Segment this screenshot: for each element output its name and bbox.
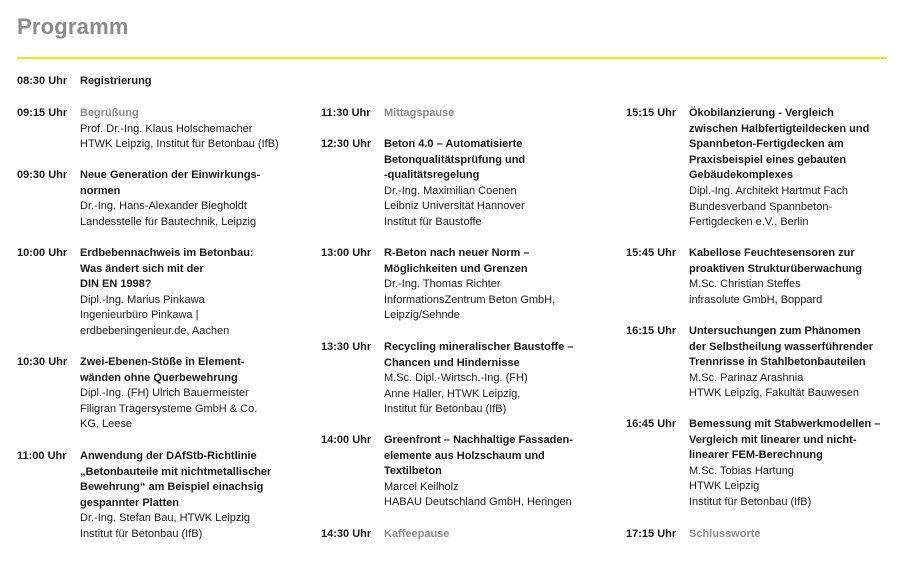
page-title: Programm bbox=[17, 14, 129, 39]
entry-body bbox=[689, 324, 896, 402]
entry-body bbox=[689, 106, 896, 231]
entry-details: M.Sc. Parinaz Arashnia HTWK Leipzig, Fakultät Bauwesen bbox=[689, 371, 859, 400]
entry-time: 16:15 Uhr bbox=[626, 325, 677, 337]
entry-time: 10:00 Uhr bbox=[17, 247, 68, 259]
entry-details: M.Sc. Tobias Hartung HTWK Leipzig Institut für Betonbau (IfB) bbox=[689, 464, 812, 508]
entry-body bbox=[689, 246, 896, 308]
entry-title: Ökobilanzierung - Vergleich zwischen Halbfertigteildecken und Spannbeton-Fertigdecken am Praxisbeispiel eines gebauten Gebäudekomplexes bbox=[689, 107, 870, 182]
entry-body bbox=[80, 355, 307, 433]
entry-title: Greenfront – Nachhaltige Fassaden- elemente aus Holzschaum und Textilbeton bbox=[384, 434, 573, 478]
entry-title: Begrüßung bbox=[80, 107, 139, 119]
entry-body bbox=[80, 106, 307, 153]
entry-time: 13:00 Uhr bbox=[321, 247, 372, 259]
entry-details: M.Sc. Dipl.-Wirtsch.-Ing. (FH) Anne Haller, HTWK Leipzig, Institut für Betonbau (IfB) bbox=[384, 372, 528, 416]
entry-time: 09:15 Uhr bbox=[17, 107, 68, 119]
entry-body bbox=[384, 340, 611, 418]
entry-body bbox=[384, 527, 611, 543]
entry-details: Dr.-Ing. Maximilian Coenen Leibniz Universität Hannover Institut für Baustoffe bbox=[384, 184, 525, 228]
entry-time: 15:15 Uhr bbox=[626, 107, 677, 119]
entry-time: 16:45 Uhr bbox=[626, 418, 677, 430]
entry-title: Bemessung mit Stabwerkmodellen – Vergleich mit linearer und nicht- linearer FEM-Berechnung bbox=[689, 418, 881, 462]
entry-body bbox=[384, 106, 611, 122]
entry-details: Prof. Dr.-Ing. Klaus Holschemacher HTWK Leipzig, Institut für Betonbau (IfB) bbox=[80, 122, 279, 151]
entry-body bbox=[80, 74, 307, 90]
entry-title: Anwendung der DAfStb-Richtlinie „Betonbauteile mit nichtmetallischer Bewehrung“ am Beispiel einachsig gespannter Platten bbox=[80, 450, 272, 509]
entry-details: Dr.-Ing. Stefan Bau, HTWK Leipzig Institut für Betonbau (IfB) bbox=[80, 512, 250, 540]
entry-title: Kaffeepause bbox=[384, 528, 450, 540]
entry-title: Neue Generation der Einwirkungs- normen bbox=[80, 169, 261, 197]
entry-title: Beton 4.0 – Automatisierte Betonqualitätsprüfung und -qualitätsregelung bbox=[384, 138, 526, 182]
entry-time: 11:30 Uhr bbox=[321, 107, 371, 119]
entry-time: 10:30 Uhr bbox=[17, 356, 68, 368]
entry-body bbox=[80, 246, 307, 340]
entry-title: Mittagspause bbox=[384, 107, 455, 119]
entry-time: 08:30 Uhr bbox=[17, 75, 68, 87]
entry-details: Dipl.-Ing. Architekt Hartmut Fach Bundesverband Spannbeton- Fertigdecken e.V., Berlin bbox=[689, 184, 848, 229]
entry-time: 14:00 Uhr bbox=[321, 434, 372, 446]
entry-time: 09:30 Uhr bbox=[17, 169, 68, 181]
entry-details: M.Sc. Christian Steffes infrasolute GmbH, Boppard bbox=[689, 278, 823, 306]
entry-details: Dr.-Ing. Thomas Richter InformationsZentrum Beton GmbH, Leipzig/Sehnde bbox=[384, 278, 556, 322]
entry-time: 14:30 Uhr bbox=[321, 528, 372, 540]
entry-body bbox=[384, 137, 611, 231]
entry-details: Marcel Keilholz HABAU Deutschland GmbH, Heringen bbox=[384, 480, 572, 509]
entry-body bbox=[80, 168, 307, 230]
accent-divider bbox=[17, 57, 887, 59]
entry-body bbox=[384, 246, 611, 324]
entry-time: 11:00 Uhr bbox=[17, 450, 67, 462]
entry-time: 15:45 Uhr bbox=[626, 247, 677, 259]
entry-title: Untersuchungen zum Phänomen der Selbstheilung wasserführender Trennrisse in Stahlbetonbauteilen bbox=[689, 325, 873, 369]
entry-details: Dipl.-Ing. Marius Pinkawa Ingenieurbüro Pinkawa | erdbebeningenieur.de, Aachen bbox=[80, 293, 230, 337]
entry-title: Kabellose Feuchtesensoren zur proaktiven Strukturüberwachung bbox=[689, 247, 862, 275]
entry-details: Dr.-Ing. Hans-Alexander Biegholdt Landesstelle für Bautechnik, Leipzig bbox=[80, 200, 257, 228]
entry-body bbox=[384, 433, 611, 511]
entry-body bbox=[689, 417, 896, 511]
entry-details: Dipl.-Ing. (FH) Ulrich Bauermeister Filigran Trägersysteme GmbH & Co. KG, Leese bbox=[80, 387, 258, 431]
entry-body bbox=[689, 527, 896, 543]
entry-time: 17:15 Uhr bbox=[626, 528, 677, 540]
entry-body bbox=[80, 449, 307, 543]
entry-title: Registrierung bbox=[80, 75, 152, 87]
entry-title: Recycling mineralischer Baustoffe – Chancen und Hindernisse bbox=[384, 341, 574, 369]
entry-title: Erdbebennachweis im Betonbau: Was ändert sich mit der DIN EN 1998? bbox=[80, 247, 254, 291]
entry-title: Schlussworte bbox=[689, 528, 761, 540]
entry-title: R-Beton nach neuer Norm – Möglichkeiten und Grenzen bbox=[384, 247, 530, 275]
entry-title: Zwei-Ebenen-Stöße in Element- wänden ohne Querbewehrung bbox=[80, 356, 245, 384]
entry-time: 13:30 Uhr bbox=[321, 341, 372, 353]
entry-time: 12:30 Uhr bbox=[321, 138, 372, 150]
